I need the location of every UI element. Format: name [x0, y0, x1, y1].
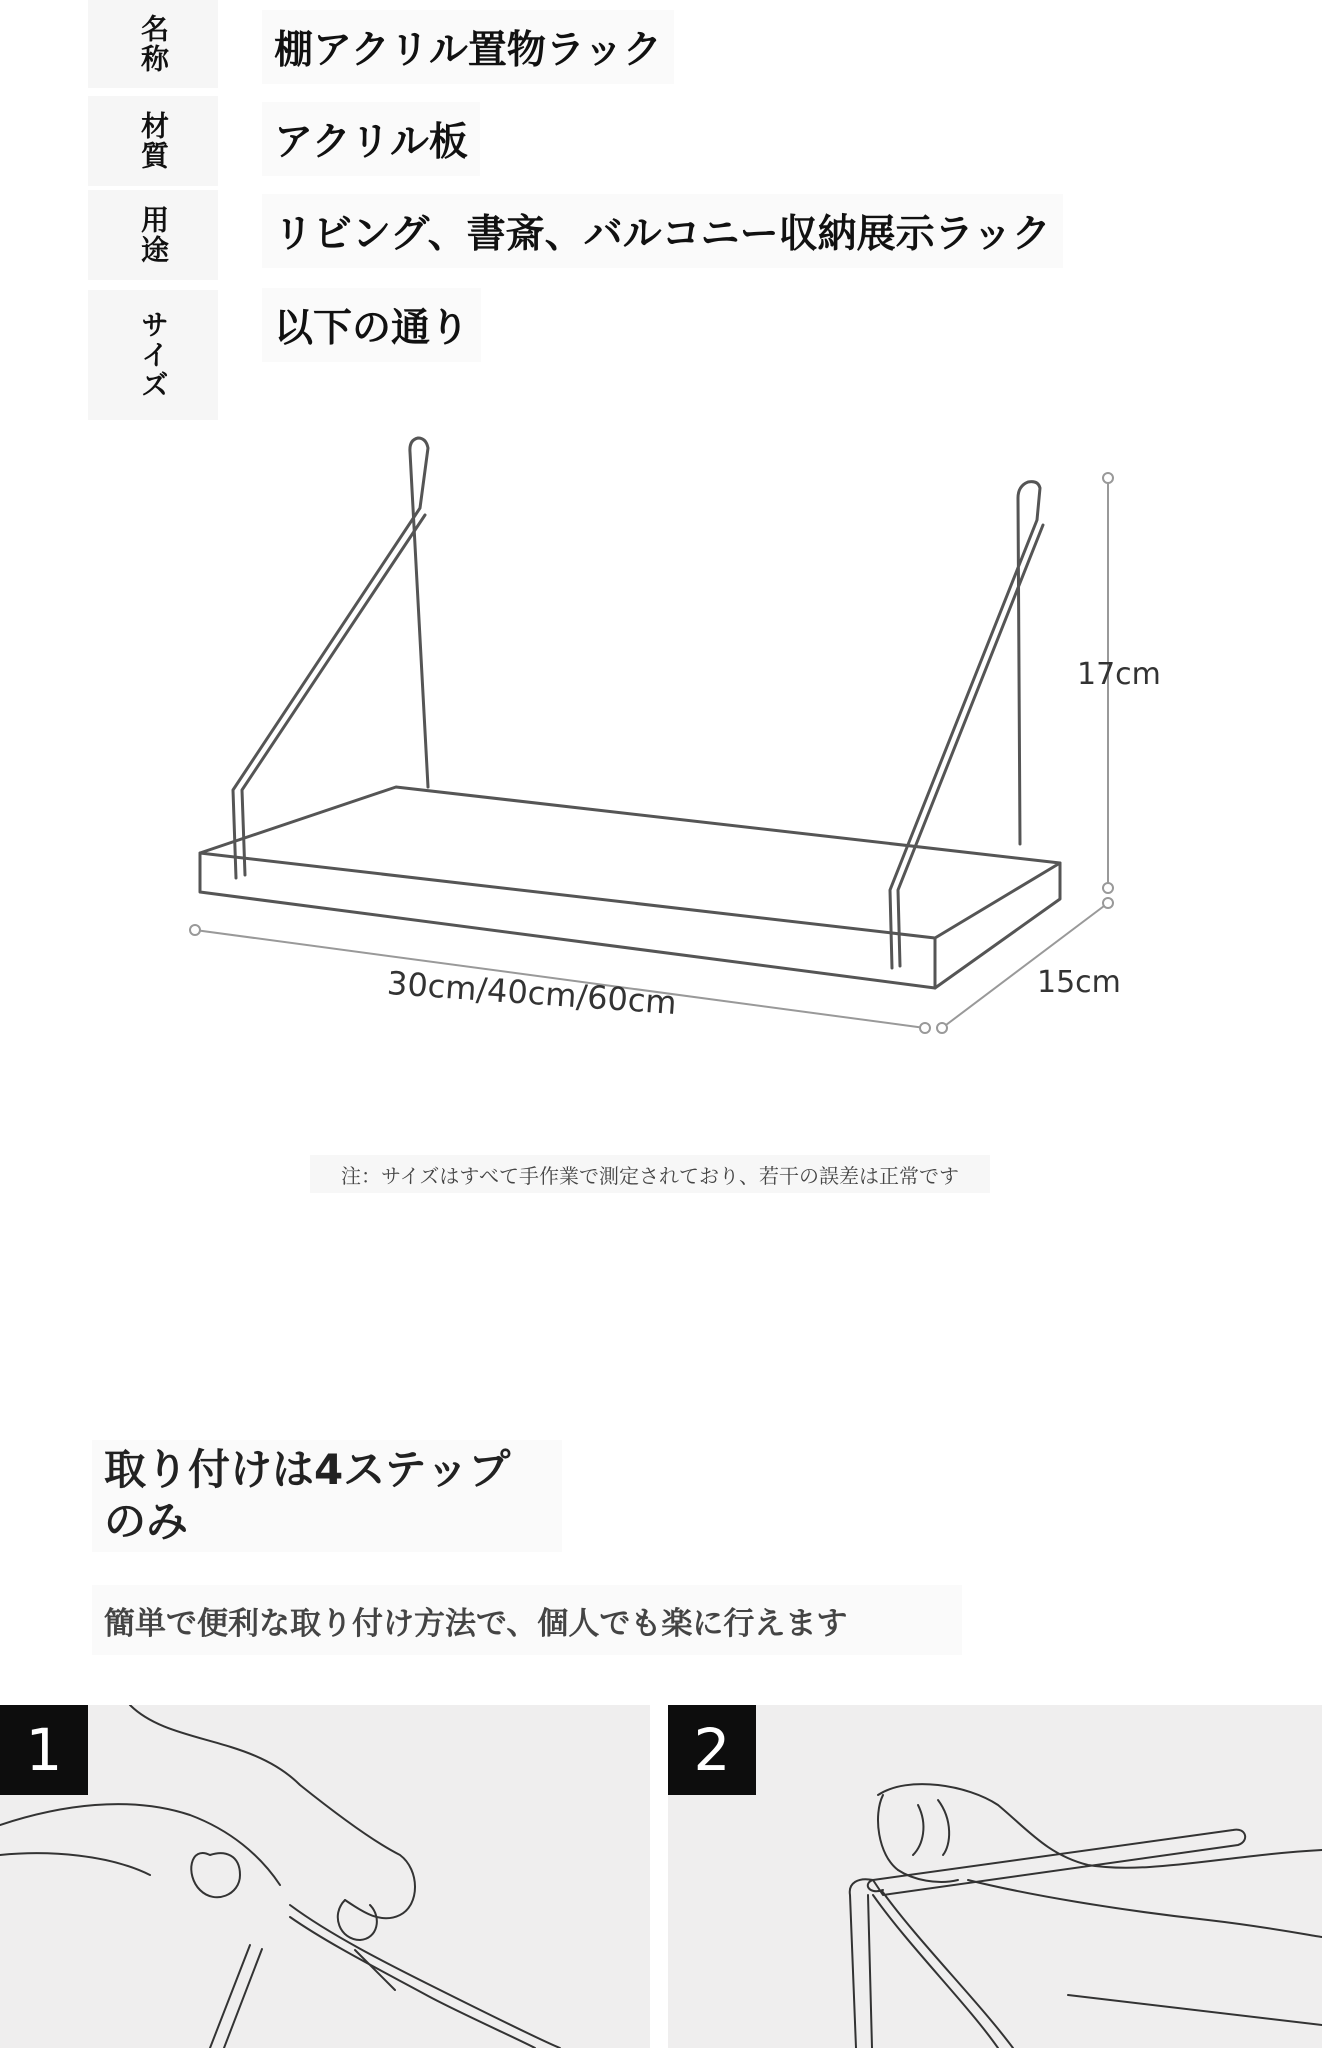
spec-label-text: 用途: [137, 205, 170, 265]
width-dimension-label: 30cm/40cm/60cm: [385, 963, 678, 1023]
spec-value-name: 棚アクリル置物ラック: [262, 10, 674, 84]
spec-label-text: 材質: [137, 111, 170, 171]
installation-title: [92, 1440, 562, 1552]
measurement-note: 注：サイズはすべて手作業で測定されており、若干の誤差は正常です: [310, 1155, 990, 1193]
spec-label-name: [88, 0, 218, 88]
spec-value-size: 以下の通り: [262, 288, 481, 362]
height-dimension-label: 17cm: [1077, 657, 1161, 692]
installation-subtitle: 簡単で便利な取り付け方法で、個人でも楽に行えます: [92, 1585, 962, 1655]
installation-title-line2: のみ: [104, 1497, 189, 1546]
spec-label-usage: [88, 190, 218, 280]
step-number-badge: 1: [0, 1705, 88, 1795]
step-panel-2: [668, 1705, 1322, 2048]
spec-value-usage: リビング、書斎、バルコニー収納展示ラック: [262, 194, 1063, 268]
step-number-badge: 2: [668, 1705, 756, 1795]
shelf-board-front: [200, 853, 935, 988]
installation-title-line1: 取り付けは4ステップ: [104, 1445, 511, 1494]
depth-dimension-label: 15cm: [1037, 965, 1121, 1000]
spec-label-material: [88, 96, 218, 186]
spec-label-size: [88, 290, 218, 420]
spec-value-material: アクリル板: [262, 102, 480, 176]
step-panel-1: [0, 1705, 650, 2048]
spec-label-text: サイズ: [137, 310, 170, 400]
shelf-dimension-diagram: [0, 420, 1322, 1060]
hand-marking-wall-illustration: [668, 1705, 1322, 2048]
spec-label-text: 名称: [137, 14, 170, 74]
hand-holding-bracket-illustration: [0, 1705, 650, 2048]
